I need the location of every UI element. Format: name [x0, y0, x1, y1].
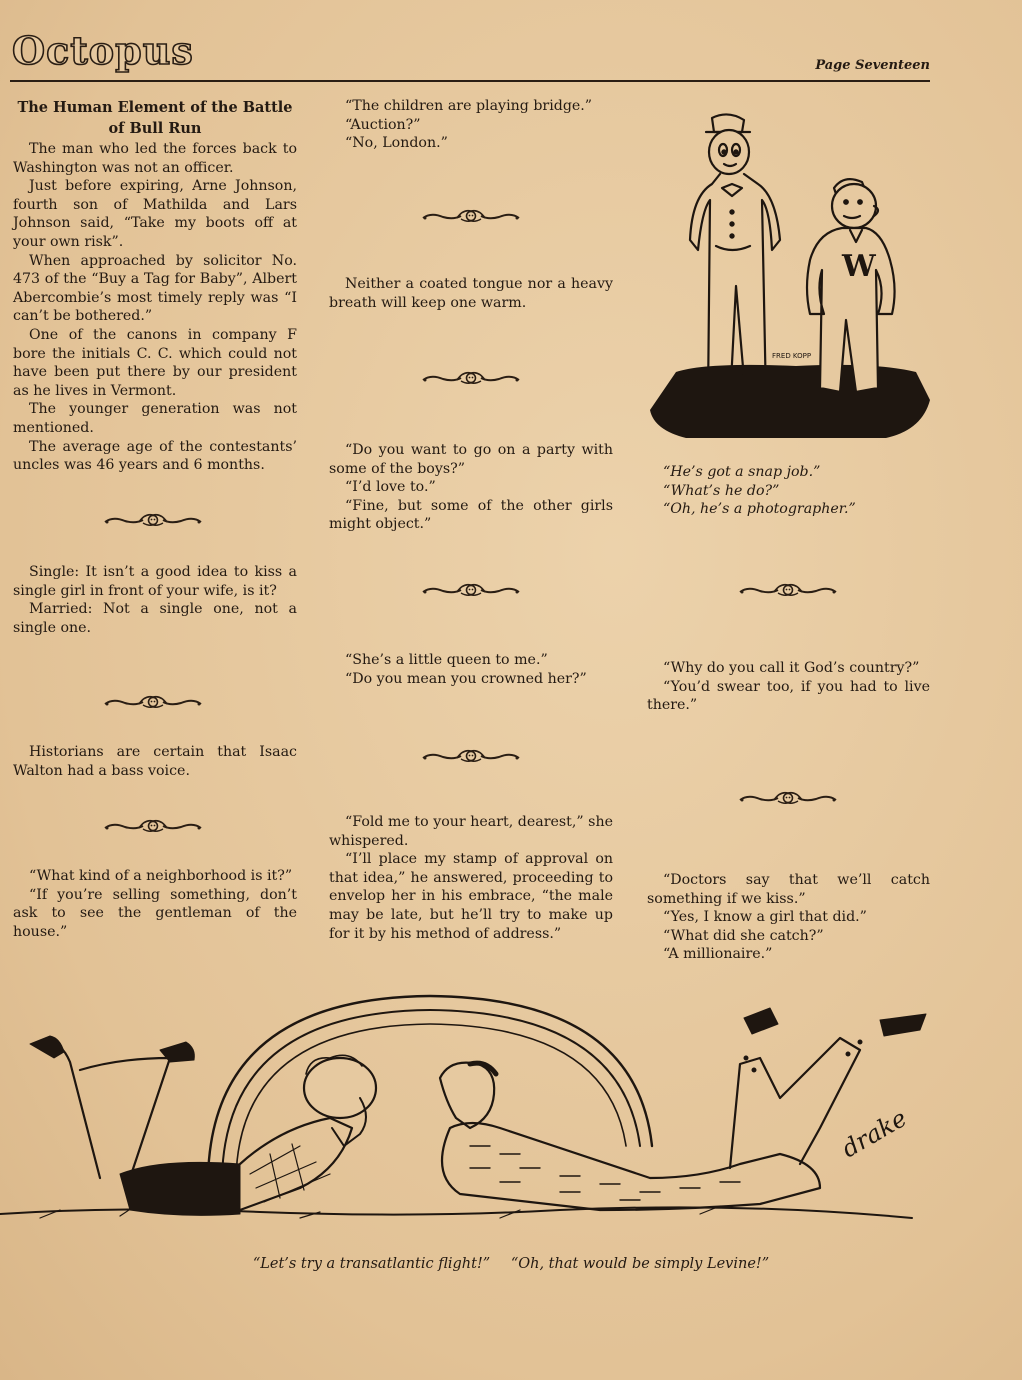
joke-single-married	[13, 563, 297, 637]
transatlantic-caption	[0, 1256, 1022, 1272]
ornament-divider	[738, 791, 838, 807]
joke-line: “What kind of a neighborhood is it?”	[29, 868, 293, 884]
masthead-title: Octopus	[12, 28, 194, 73]
joke-line: “I’ll place my stamp of approval on that idea,” he answered, proceeding to envelop her in his embrace, “the male may be late, but he’ll try to make up for it by his method of address.”	[329, 851, 613, 942]
joke-doctors	[647, 871, 930, 964]
article-paragraph: The average age of the contestants’ uncles was 46 years and 6 months.	[13, 438, 297, 474]
joke-line: “Why do you call it God’s country?”	[663, 660, 920, 676]
joke-line: “What did she catch?”	[663, 927, 824, 944]
joke-little-queen	[329, 651, 613, 688]
joke-line: Neither a coated tongue nor a heavy breath will keep one warm.	[329, 276, 613, 311]
cartoonist-signature: drake	[837, 1104, 912, 1164]
page-number-label: Page Seventeen	[815, 58, 930, 73]
joke-line: “Do you want to go on a party with some of the boys?”	[329, 442, 613, 477]
joke-isaac-walton	[13, 743, 297, 780]
article-paragraph: When approached by solicitor No. 473 of the “Buy a Tag for Baby”, Albert Abercombie’s most timely reply was “I can’t be bothered.”	[13, 252, 297, 325]
photographer-cartoon	[646, 100, 932, 452]
joke-coated-tongue	[329, 275, 613, 312]
caption-left: “Let’s try a transatlantic flight!”	[252, 1256, 491, 1272]
joke-line: “A millionaire.”	[663, 946, 773, 963]
joke-line: Married: Not a single one, not a single one.	[13, 601, 297, 636]
joke-party	[329, 441, 613, 534]
joke-line: Historians are certain that Isaac Walton had a bass voice.	[13, 744, 297, 779]
joke-line: “Doctors say that we’ll catch something if we kiss.”	[647, 872, 930, 907]
joke-gods-country	[647, 659, 930, 715]
joke-line: “Yes, I know a girl that did.”	[663, 909, 867, 926]
article-headline: The Human Element of the Battle of Bull Run	[17, 99, 293, 137]
joke-neighborhood	[13, 867, 297, 941]
joke-line: “Fine, but some of the other girls might object.”	[329, 497, 613, 533]
caption-line: “What’s he do?”	[663, 482, 780, 499]
joke-line: “Auction?”	[345, 116, 421, 133]
photographer-caption	[647, 463, 930, 519]
caption-right: “Oh, that would be simply Levine!”	[510, 1256, 770, 1272]
joke-line: “Do you mean you crowned her?”	[345, 670, 587, 687]
joke-line: “Fold me to your heart, dearest,” she whispered.	[329, 814, 613, 849]
ornament-divider	[421, 209, 521, 225]
article-paragraph: The younger generation was not mentioned.	[13, 401, 297, 436]
caption-line: “He’s got a snap job.”	[663, 464, 821, 480]
ornament-divider	[103, 695, 203, 711]
column-left	[13, 97, 297, 475]
header-rule	[10, 80, 930, 82]
joke-line: “If you’re selling something, don’t ask to see the gentleman of the house.”	[13, 886, 297, 940]
sweater-letter: W	[842, 249, 876, 284]
ornament-divider	[421, 749, 521, 765]
article-paragraph: Just before expiring, Arne Johnson, fourth son of Mathilda and Lars Johnson said, “Take my boots off at your own risk”.	[13, 178, 297, 250]
joke-line: Single: It isn’t a good idea to kiss a single girl in front of your wife, is it?	[13, 564, 297, 599]
ornament-divider	[421, 583, 521, 599]
joke-line: “The children are playing bridge.”	[345, 98, 593, 114]
ornament-divider	[103, 513, 203, 529]
ornament-divider	[738, 583, 838, 599]
joke-line: “No, London.”	[345, 135, 448, 152]
ornament-divider	[103, 819, 203, 835]
article-paragraph: The man who led the forces back to Washington was not an officer.	[13, 141, 297, 176]
joke-line: “She’s a little queen to me.”	[345, 652, 548, 668]
joke-line: “I’d love to.”	[345, 479, 436, 496]
cartoonist-signature: FRED KOPP	[772, 352, 812, 360]
joke-line: “You’d swear too, if you had to live there.”	[647, 678, 930, 714]
joke-fold-me	[329, 813, 613, 943]
caption-line: “Oh, he’s a photographer.”	[663, 501, 856, 518]
transatlantic-cartoon	[0, 978, 1000, 1238]
joke-bridge	[329, 97, 613, 153]
article-paragraph: One of the canons in company F bore the initials C. C. which could not have been put there by our president as he lives in Vermont.	[13, 326, 297, 399]
ornament-divider	[421, 371, 521, 387]
